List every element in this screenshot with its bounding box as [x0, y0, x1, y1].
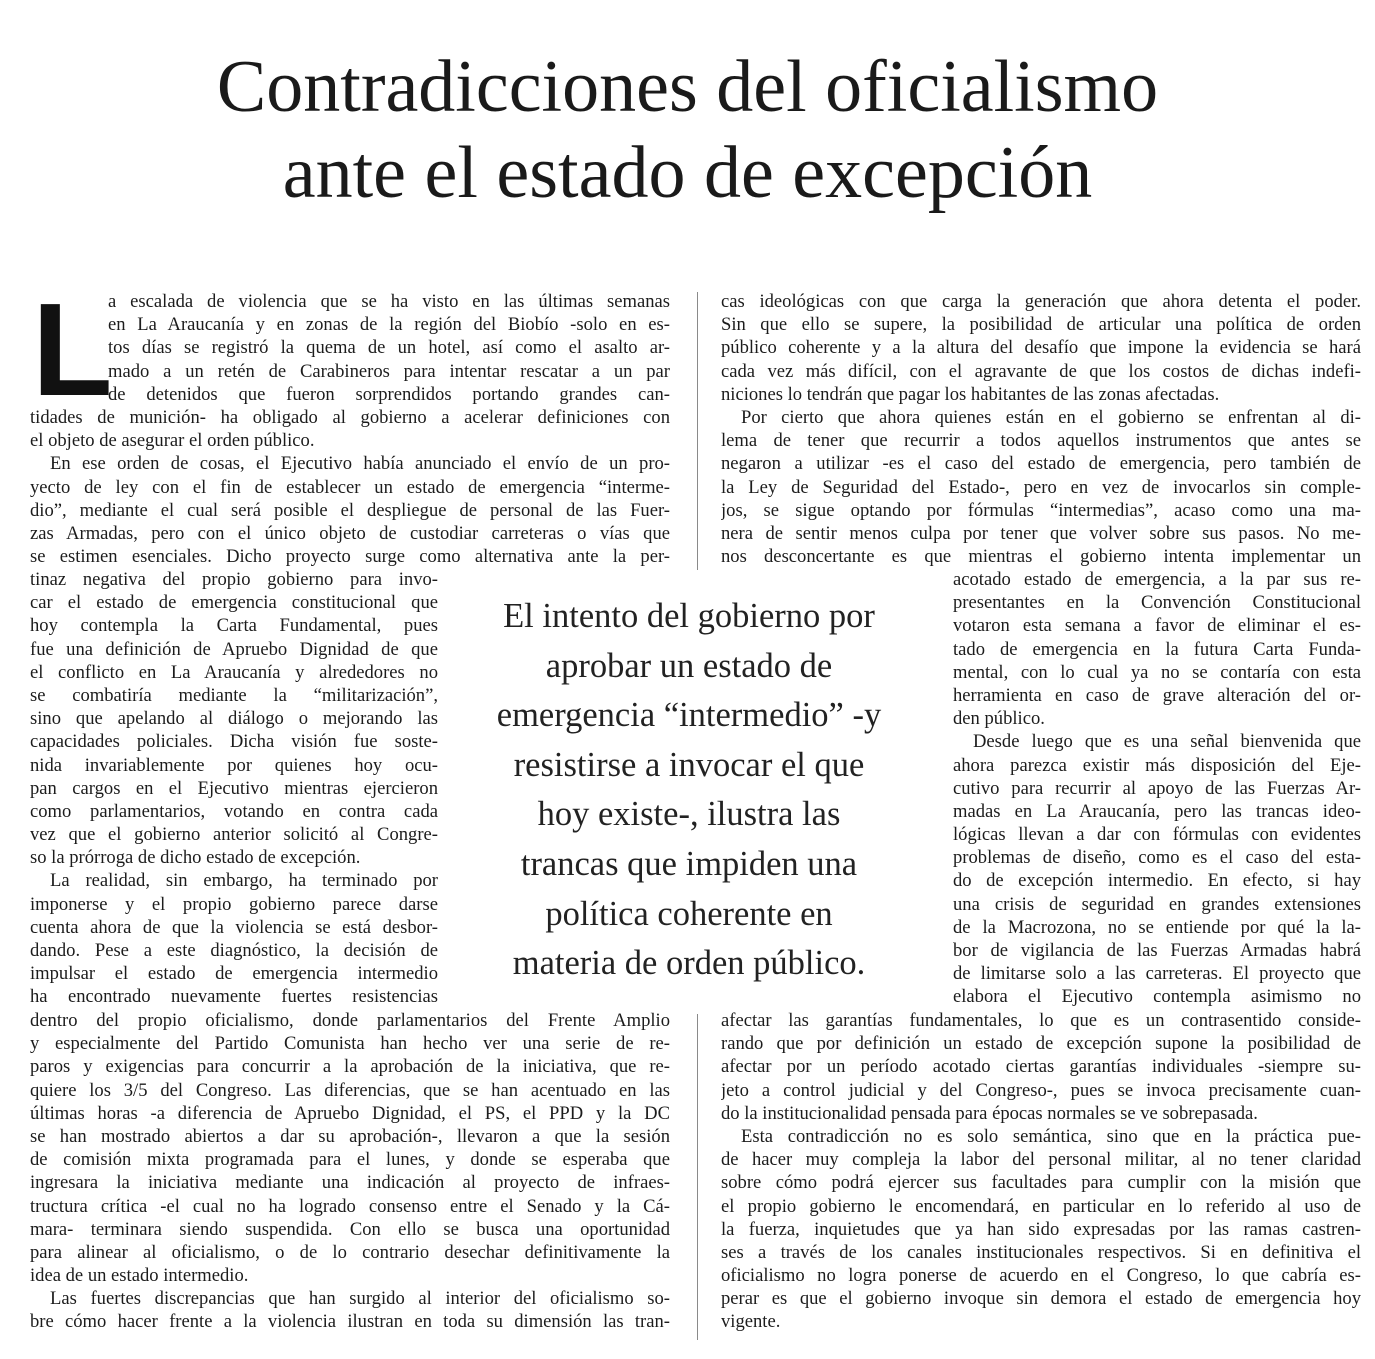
text-line: bre cómo hacer frente a la violencia ilustran en toda su dimensión las tran-: [30, 1311, 670, 1333]
text-line: ahora parezca existir más disposición del Eje-: [953, 754, 1361, 776]
text-line: zas Armadas, pero con el único objeto de custodiar carreteras o vías que: [30, 522, 670, 544]
text-line: se combatiría mediante la “militarización”,: [30, 684, 438, 706]
text-line: presentantes en la Convención Constitucional: [953, 592, 1361, 614]
text-line: se han mostrado abiertos a dar su aprobación-, llevaron a que la sesión: [30, 1125, 670, 1147]
text-line: el propio gobierno le encomendará, en particular en lo referido al uso de: [721, 1195, 1361, 1217]
text-line: de comisión mixta programada para el lunes, y donde se esperaba que: [30, 1149, 670, 1171]
text-line: jeto a control judicial y del Congreso-, pues se invoca precisamente cuan-: [721, 1079, 1361, 1101]
column-rule: [697, 1014, 698, 1340]
headline: [0, 44, 1375, 216]
text-line: Por cierto que ahora quienes están en el gobierno se enfrentan al di-: [741, 406, 1361, 428]
text-line: jos, se sigue optando por fórmulas “intermedias”, acaso como una ma-: [721, 499, 1361, 521]
text-line: do la institucionalidad pensada para épocas normales se ve sobrepasada.: [721, 1102, 1258, 1124]
text-line: quiere los 3/5 del Congreso. Las diferencias, que se han acentuado en las: [30, 1079, 670, 1101]
column-2-bottom: [721, 1009, 1361, 1334]
text-line: idea de un estado intermedio.: [30, 1265, 249, 1287]
text-line: nera de sentir menos culpa por tener que volver sobre sus pasos. No me-: [721, 522, 1361, 544]
text-line: En ese orden de cosas, el Ejecutivo había anunciado el envío de un pro-: [50, 453, 670, 475]
text-line: de la Macrozona, no se entiende por qué la la-: [953, 916, 1361, 938]
text-line: bor de vigilancia de las Fuerzas Armadas habrá: [953, 940, 1361, 961]
text-line: madas en La Araucanía, pero las trancas ideo-: [953, 800, 1361, 822]
text-line: tado de emergencia en la futura Carta Funda-: [953, 638, 1361, 660]
column-rule: [697, 292, 698, 570]
text-line: dio”, mediante el cual será posible el despliegue de personal de las Fuer-: [30, 499, 670, 521]
text-line: para alinear al oficialismo, o de lo contrario desechar definitivamente la: [30, 1241, 670, 1263]
text-line: de hacer muy compleja la labor del personal militar, al no tener claridad: [721, 1149, 1361, 1171]
text-line: de limitarse solo a las carreteras. El proyecto que: [953, 963, 1361, 985]
text-line: den público.: [953, 708, 1045, 730]
text-line: la Ley de Seguridad del Estado-, pero en vez de invocarlos sin comple-: [721, 476, 1361, 498]
text-line: Desde luego que es una señal bienvenida que: [973, 731, 1361, 753]
text-line: sino que apelando al diálogo o mejorando las: [30, 708, 438, 730]
text-line: se estimen esenciales. Dicho proyecto surge como alternativa ante la per-: [30, 546, 670, 568]
text-line: fue una definición de Apruebo Dignidad de que: [30, 638, 438, 660]
pull-quote: [458, 592, 920, 989]
text-line: do de excepción intermedio. En efecto, si hay: [953, 870, 1361, 892]
text-line: el conflicto en La Araucanía y alrededores no: [30, 661, 438, 683]
pull-quote-line: hoy existe-, ilustra las: [537, 795, 841, 834]
text-line: tidades de munición- ha obligado al gobierno a acelerar definiciones con: [30, 406, 670, 428]
text-line: ingresara la iniciativa mediante una indicación al proyecto de infraes-: [30, 1172, 670, 1194]
text-line: rando que por definición un estado de excepción supone la posibilidad de: [721, 1033, 1361, 1055]
text-line: el objeto de asegurar el orden público.: [30, 430, 315, 452]
column-1-middle: [30, 568, 438, 1009]
headline-line-1: Contradicciones del oficialismo: [216, 46, 1159, 128]
text-line: tos días se registró la quema de un hotel, así como el asalto ar-: [108, 337, 670, 359]
text-line: pan cargos en el Ejecutivo mientras ejercieron: [30, 777, 438, 799]
column-2-top: [721, 290, 1361, 568]
text-line: Sin que ello se supere, la posibilidad de articular una política de orden: [721, 314, 1361, 336]
pull-quote-line: resistirse a invocar el que: [513, 745, 865, 784]
pull-quote-line: trancas que impiden una: [520, 844, 858, 883]
text-line: imponerse y el propio gobierno parece darse: [30, 893, 438, 915]
pull-quote-line: El intento del gobierno por: [503, 597, 875, 635]
text-line: la fuerza, inquietudes que ya han sido expresadas por las ramas castren-: [721, 1218, 1361, 1240]
pull-quote-line: aprobar un estado de: [545, 646, 833, 685]
text-line: La realidad, sin embargo, ha terminado por: [50, 870, 438, 892]
text-line: cas ideológicas con que carga la generación que ahora detenta el poder.: [721, 291, 1361, 312]
text-line: nida invariablemente por quienes hoy ocu-: [30, 754, 438, 776]
text-line: niciones lo tendrán que pagar los habitantes de las zonas afectadas.: [721, 383, 1220, 405]
text-line: sobre cómo podrá ejercer sus facultades para cumplir con la misión que: [721, 1172, 1361, 1194]
text-line: mado a un retén de Carabineros para intentar rescatar a un par: [108, 360, 670, 382]
drop-cap: L: [32, 276, 113, 423]
pull-quote-line: emergencia “intermedio” -y: [496, 696, 882, 735]
text-line: nos desconcertante es que mientras el gobierno intenta implementar un: [721, 546, 1361, 568]
text-line: vez que el gobierno anterior solicitó al Congre-: [30, 824, 438, 846]
text-line: acotado estado de emergencia, a la par sus re-: [953, 569, 1361, 590]
text-line: dentro del propio oficialismo, donde parlamentarios del Frente Amplio: [30, 1010, 670, 1031]
column-1-top: [30, 276, 670, 568]
text-line: capacidades policiales. Dicha visión fue soste-: [30, 731, 438, 753]
column-1-bottom: [30, 1009, 670, 1334]
text-line: tinaz negativa del propio gobierno para invo-: [30, 569, 438, 590]
text-line: negaron a utilizar -es el caso del estado de emergencia, pero también de: [721, 453, 1361, 475]
text-line: de detenidos que fueron sorprendidos portando grandes can-: [108, 383, 670, 405]
text-line: oficialismo no logra ponerse de acuerdo en el Congreso, lo que cabría es-: [721, 1265, 1361, 1287]
text-line: hoy contempla la Carta Fundamental, pues: [30, 615, 438, 637]
text-line: cutivo para recurrir al apoyo de las Fuerzas Ar-: [953, 777, 1361, 799]
text-line: tructura crítica -el cual no ha logrado consenso entre el Senado y la Cá-: [30, 1195, 670, 1217]
text-line: público coherente y a la altura del desafío que impone la evidencia se hará: [721, 337, 1361, 359]
text-line: y especialmente del Partido Comunista han hecho ver una serie de re-: [30, 1033, 670, 1055]
pull-quote-line: materia de orden público.: [512, 944, 866, 983]
text-line: mental, con lo cual ya no se contaría con esta: [953, 661, 1361, 683]
text-line: en La Araucanía y en zonas de la región del Biobío -solo en es-: [108, 314, 670, 336]
text-line: como parlamentarios, votando en contra cada: [30, 800, 438, 822]
text-line: a escalada de violencia que se ha visto en las últimas semanas: [108, 291, 670, 312]
text-line: afectar por un período acotado ciertas garantías individuales -siempre su-: [721, 1056, 1361, 1078]
headline-line-2: ante el estado de excepción: [282, 132, 1093, 214]
text-line: afectar las garantías fundamentales, lo que es un contrasentido conside-: [721, 1010, 1361, 1031]
column-2-middle: [953, 568, 1361, 1009]
text-line: herramienta en caso de grave alteración del or-: [953, 684, 1361, 706]
text-line: cuenta ahora de que la violencia se está desbor-: [30, 916, 438, 938]
text-line: cada vez más difícil, con el agravante de que los costos de dichas indefi-: [721, 360, 1361, 382]
text-line: car el estado de emergencia constitucional que: [30, 592, 438, 614]
text-line: so la prórroga de dicho estado de excepción.: [30, 847, 361, 869]
text-line: paros y exigencias para concurrir a la aprobación de la iniciativa, que re-: [30, 1056, 670, 1078]
text-line: votaron esta semana a favor de eliminar el es-: [953, 615, 1361, 637]
text-line: ses a través de los canales institucionales respectivos. Si en definitiva el: [721, 1241, 1361, 1263]
pull-quote-line: política coherente en: [545, 894, 833, 933]
text-line: elabora el Ejecutivo contempla asimismo no: [953, 986, 1361, 1008]
text-line: impulsar el estado de emergencia intermedio: [30, 963, 438, 985]
text-line: vigente.: [721, 1311, 781, 1333]
text-line: lema de tener que recurrir a todos aquellos instrumentos que antes se: [721, 430, 1361, 452]
text-line: mara- terminara siendo suspendida. Con ello se busca una oportunidad: [30, 1218, 670, 1240]
text-line: dando. Pese a este diagnóstico, la decisión de: [30, 940, 438, 961]
text-line: yecto de ley con el fin de establecer un estado de emergencia “interme-: [30, 476, 670, 498]
text-line: una crisis de seguridad en grandes extensiones: [953, 893, 1361, 915]
text-line: Las fuertes discrepancias que han surgido al interior del oficialismo so-: [50, 1288, 670, 1310]
text-line: Esta contradicción no es solo semántica, sino que en la práctica pue-: [741, 1125, 1361, 1147]
text-line: últimas horas -a diferencia de Apruebo Dignidad, el PS, el PPD y la DC: [30, 1102, 670, 1124]
text-line: lógicas llevan a dar con fórmulas con evidentes: [953, 824, 1361, 846]
text-line: problemas de diseño, como es el caso del esta-: [953, 847, 1361, 869]
text-line: ha encontrado nuevamente fuertes resistencias: [30, 986, 438, 1008]
text-line: perar es que el gobierno invoque sin demora el estado de emergencia hoy: [721, 1288, 1361, 1310]
